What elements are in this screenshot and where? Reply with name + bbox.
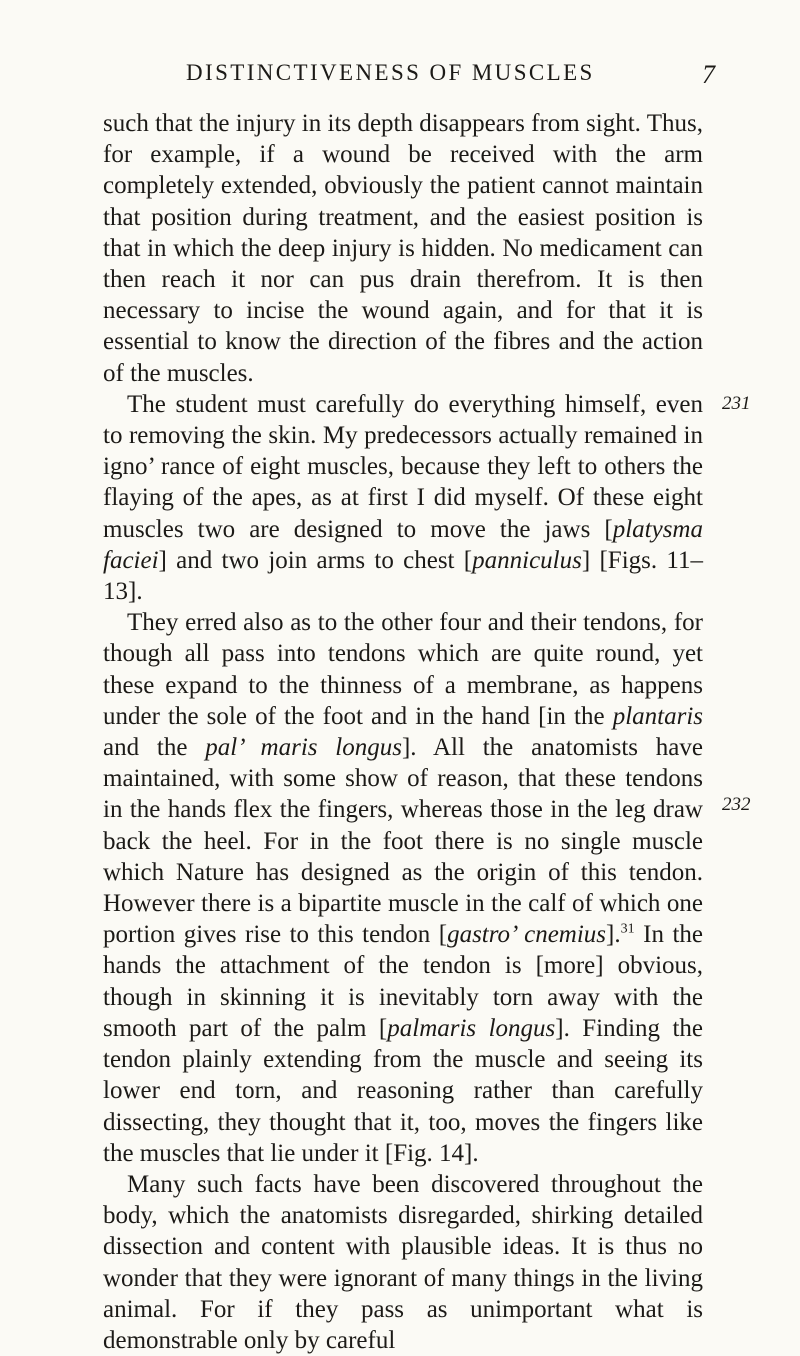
paragraph-text: In the hands the attachment of the tendon is [more] obvious, though in skinning it is inevitably torn away with the smooth part of the palm [ [103, 921, 703, 1042]
paragraph-text: ]. [606, 921, 621, 949]
paragraph-1 [103, 108, 703, 389]
footnote-marker[interactable]: 31 [620, 921, 635, 937]
latin-term: palmaris longus [387, 1014, 556, 1042]
paragraph-text: The student must carefully do everything himself, even to removing the skin. My predecessors actually remained in igno’ rance of eight muscles, because they left to others the flaying of the apes, as at first I did myself. Of these eight muscles two are designed to move the jaws [ [103, 390, 703, 543]
latin-term: plantaris [612, 702, 703, 730]
paragraph-text: ] [Figs. 11–13]. [103, 546, 703, 606]
latin-term: panniculus [472, 546, 582, 574]
paragraph-2 [103, 389, 703, 607]
paragraph-text: They erred also as to the other four and their tendons, for though all pass into tendons which are quite round, yet these expand to the thinness of a membrane, as happens under the sole of the foot and in the hand [in the [103, 609, 703, 730]
margin-number: 231 [722, 393, 751, 414]
paragraph-4 [103, 1169, 703, 1356]
paragraph-text: ] and two join arms to chest [ [158, 546, 473, 574]
paragraph-text: such that the injury in its depth disappears from sight. Thus, for example, if a wound be received with the arm completely extended, obviously the patient cannot maintain that position during treatment, and the easiest position is that in which the deep injury is hidden. No medicament can then reach it nor can pus drain therefrom. It is then necessary to incise the wound again, and for that it is essential to know the direction of the fibres and the action of the muscles. [103, 110, 703, 387]
paragraph-text: Many such facts have been discovered throughout the body, which the anatomists disregarded, shirking detailed dissection and content with plausible ideas. It is thus no wonder that they were ignorant of many things in the living animal. For if they pass as unimportant what is demonstrable only by careful [103, 1170, 703, 1354]
page-number: 7 [702, 60, 715, 89]
running-head: DISTINCTIVENESS OF MUSCLES [186, 60, 595, 85]
margin-number: 232 [722, 794, 751, 815]
latin-term: pal’ maris longus [205, 734, 402, 762]
latin-term: gastro’ cnemius [447, 921, 607, 949]
paragraph-3 [103, 607, 703, 1169]
paragraph-text: and the [103, 734, 206, 762]
paragraph-text: ]. All the anatomists have maintained, with some show of reason, that these tendons in the hands flex the fingers, whereas those in the leg draw back the heel. For in the foot there is no single muscle which Nature has designed as the origin of this tendon. However there is a bipartite muscle in the calf of which one portion gives rise to this tendon [ [103, 734, 703, 949]
latin-term: platysma faciei [103, 515, 703, 574]
body-text [103, 108, 703, 1356]
paragraph-text: ]. Finding the tendon plainly extending from the muscle and seeing its lower end torn, and reasoning rather than carefully dissecting, they thought that it, too, moves the fingers like the muscles that lie under it [Fig. 14]. [103, 1014, 703, 1167]
